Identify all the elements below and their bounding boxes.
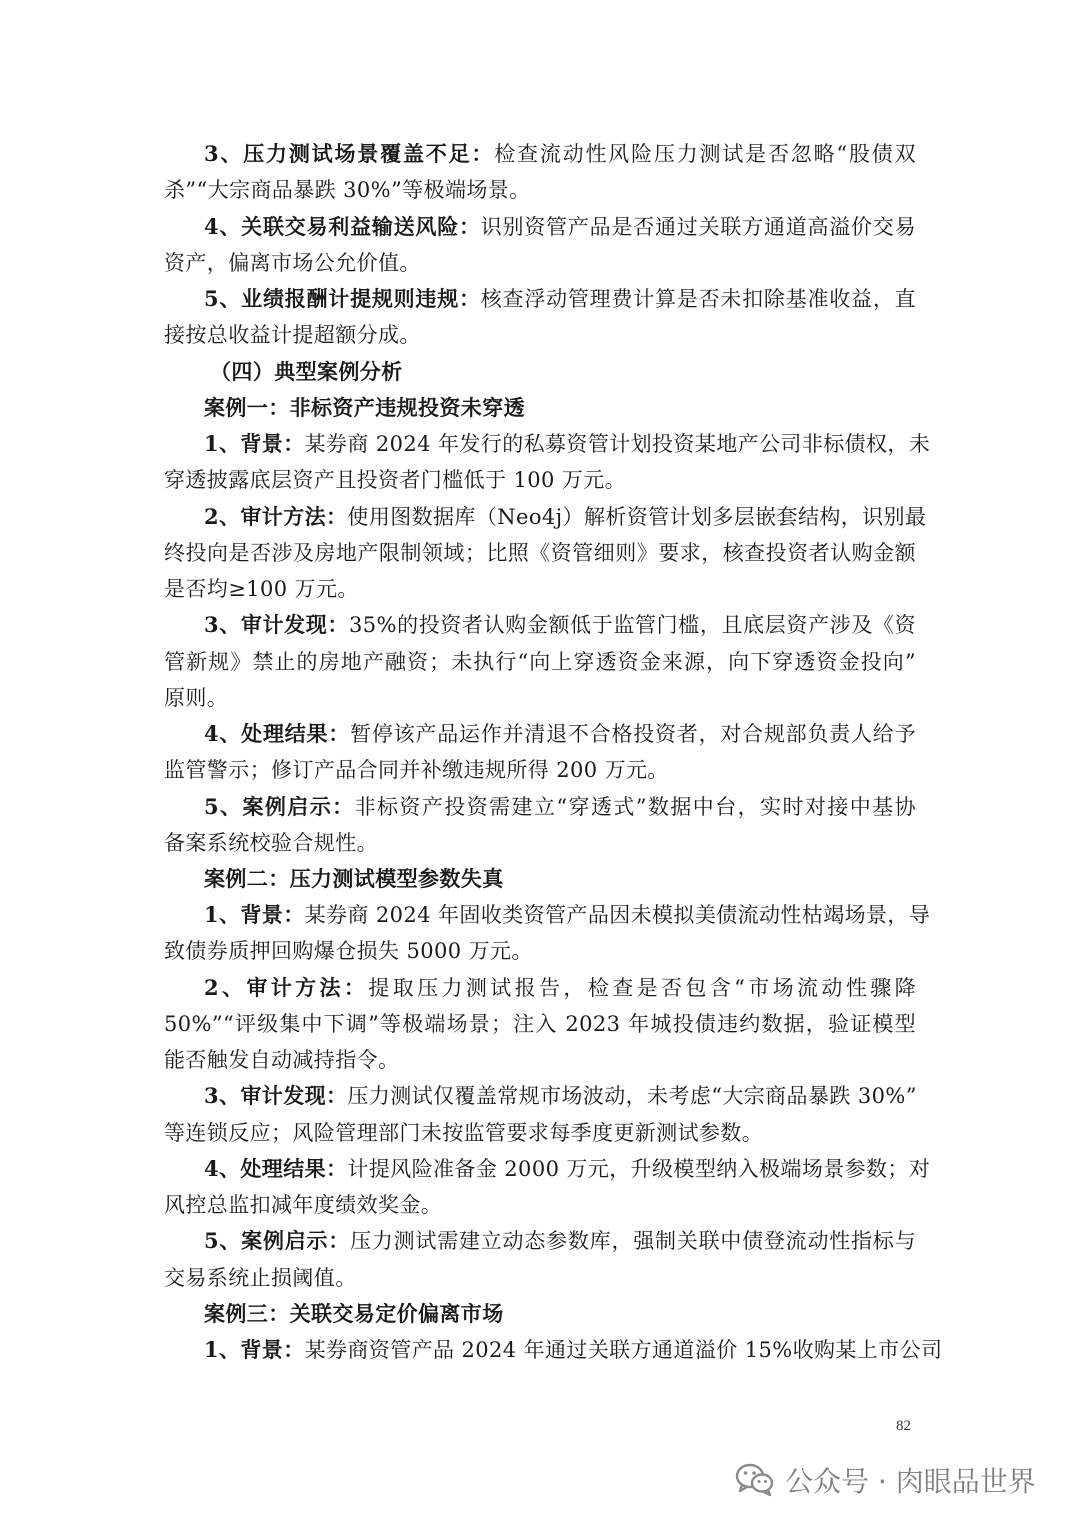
case-item-line: 原则。 [164, 686, 229, 710]
case-item-line: 等连锁反应；风险管理部门未按监管要求每季度更新测试参数。 [164, 1121, 764, 1145]
case-item-lead: 1、背景： [204, 902, 305, 927]
case-item-line [204, 1151, 931, 1187]
paragraph-line [204, 136, 916, 172]
case-item-line [204, 499, 927, 535]
case-item-line [204, 970, 916, 1006]
case-item-lead: 4、处理结果： [204, 721, 351, 746]
case-item-line: 管新规》禁止的房地产融资；未执行“向上穿透资金来源，向下穿透资金投向” [164, 650, 916, 674]
paragraph-lead: 5、业绩报酬计提规则违规： [204, 286, 481, 311]
case-item-line: 致债券质押回购爆仓损失 5000 万元。 [164, 939, 533, 963]
paragraph-lead: 3、压力测试场景覆盖不足： [204, 141, 495, 166]
case-item-line: 备案系统校验合规性。 [164, 831, 378, 855]
case-item-lead: 5、案例启示： [204, 1228, 351, 1253]
case-item-line [204, 1332, 943, 1368]
case-item-lead: 2、审计方法： [204, 975, 369, 1000]
case-item-line [204, 897, 931, 933]
case-item-lead: 3、审计发现： [204, 612, 350, 637]
case-item-text: 某券商资管产品 2024 年通过关联方通道溢价 15%收购某上市公司 [304, 1338, 943, 1362]
case-item-line: 50%”“评级集中下调”等极端场景；注入 2023 年城投债违约数据，验证模型 [164, 1012, 916, 1036]
wechat-icon [735, 1462, 775, 1498]
case-item-line: 交易系统止损阈值。 [164, 1266, 357, 1290]
case-item-text: 35%的投资者认购金额低于监管门槛，且底层资产涉及《资 [349, 613, 916, 637]
case-item-line [204, 789, 916, 825]
case-item-text: 提取压力测试报告，检查是否包含“市场流动性骤降 [368, 976, 916, 1000]
case-item-line [204, 1223, 916, 1259]
case-item-lead: 5、案例启示： [204, 794, 355, 819]
paragraph-text: 核查浮动管理费计算是否未扣除基准收益，直 [480, 287, 916, 311]
case-item-lead: 1、背景： [204, 431, 305, 456]
case-item-line: 能否触发自动减持指令。 [164, 1048, 400, 1072]
case-title: 案例三：关联交易定价偏离市场 [204, 1301, 504, 1326]
case-item-text: 计提风险准备金 2000 万元，升级模型纳入极端场景参数；对 [347, 1157, 931, 1181]
case-item-text: 暂停该产品运作并清退不合格投资者，对合规部负责人给予 [350, 722, 916, 746]
case-title: 案例二：压力测试模型参数失真 [204, 866, 504, 891]
case-item-lead: 4、处理结果： [204, 1156, 348, 1181]
paragraph-line: 资产，偏离市场公允价值。 [164, 251, 421, 275]
case-title: 案例一：非标资产违规投资未穿透 [204, 395, 525, 420]
case-item-lead: 3、审计发现： [204, 1083, 348, 1108]
case-item-line: 风控总监扣减年度绩效奖金。 [164, 1193, 443, 1217]
case-item-text: 非标资产投资需建立“穿透式”数据中台，实时对接中基协 [354, 795, 916, 819]
case-item-lead: 2、审计方法： [204, 504, 348, 529]
paragraph-text: 识别资管产品是否通过关联方通道高溢价交易 [480, 215, 916, 239]
case-item-line [204, 607, 916, 643]
paragraph-lead: 4、关联交易利益输送风险： [204, 214, 481, 239]
paragraph-line [204, 209, 916, 245]
case-item-line [204, 1078, 916, 1114]
case-item-line: 监管警示；修订产品合同并补缴违规所得 200 万元。 [164, 758, 669, 782]
case-item-line: 终投向是否涉及房地产限制领域；比照《资管细则》要求，核查投资者认购金额 [164, 541, 916, 565]
case-item-text: 压力测试需建立动态参数库，强制关联中债登流动性指标与 [350, 1229, 916, 1253]
paragraph-line [204, 281, 916, 317]
paragraph-line: 杀”“大宗商品暴跌 30%”等极端场景。 [164, 178, 531, 202]
paragraph-line: 接按总收益计提超额分成。 [164, 323, 421, 347]
case-item-lead: 1、背景： [204, 1337, 305, 1362]
case-item-text: 某券商 2024 年固收类资管产品因未模拟美债流动性枯竭场景，导 [304, 903, 931, 927]
section-heading: （四）典型案例分析 [210, 359, 403, 384]
watermark [735, 1458, 1036, 1502]
case-item-line [204, 426, 931, 462]
case-item-text: 某券商 2024 年发行的私募资管计划投资某地产公司非标债权，未 [304, 432, 931, 456]
case-item-line: 是否均≥100 万元。 [164, 577, 359, 601]
case-item-text: 使用图数据库（Neo4j）解析资管计划多层嵌套结构，识别最 [347, 505, 927, 529]
case-item-line: 穿透披露底层资产且投资者门槛低于 100 万元。 [164, 468, 627, 492]
watermark-text: 公众号 · 肉眼品世界 [785, 1465, 1036, 1498]
paragraph-text: 检查流动性风险压力测试是否忽略“股债双 [494, 142, 916, 166]
page-number: 82 [896, 1418, 911, 1434]
case-item-text: 压力测试仅覆盖常规市场波动，未考虑“大宗商品暴跌 30%” [347, 1084, 917, 1108]
case-item-line [204, 716, 916, 752]
